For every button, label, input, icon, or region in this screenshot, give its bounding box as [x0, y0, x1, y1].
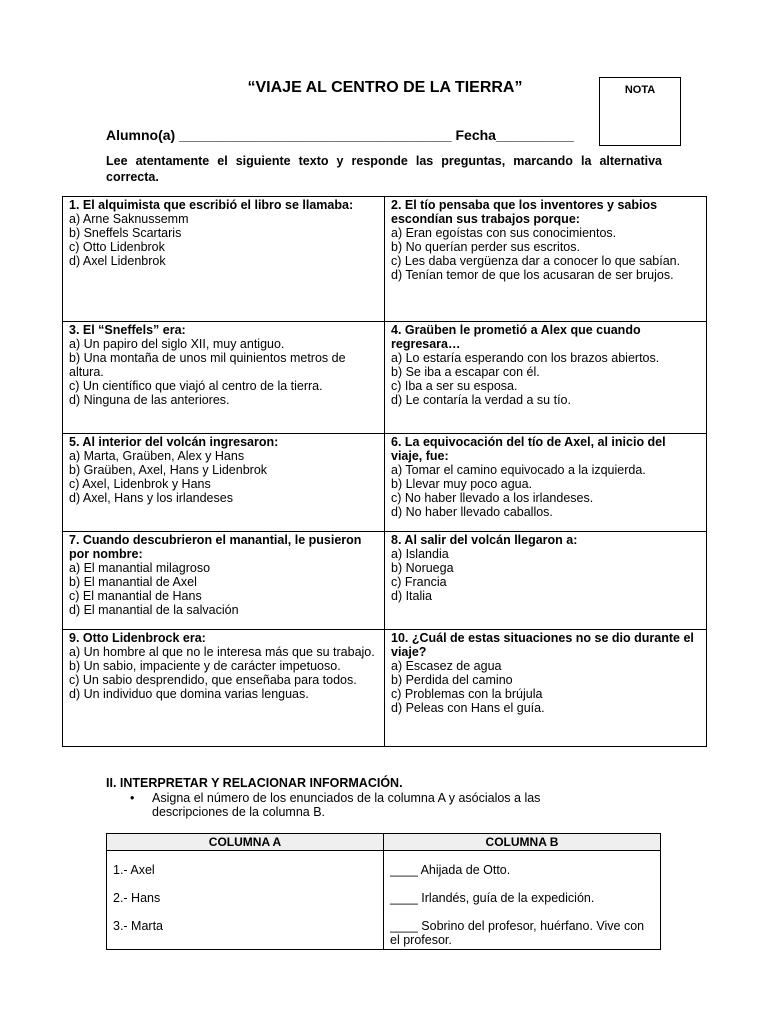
column-a-item: 2.- Hans [113, 891, 161, 905]
option: a) Islandia [391, 547, 449, 561]
option: a) Tomar el camino equivocado a la izquierda. [391, 463, 646, 477]
option: b) Llevar muy poco agua. [391, 477, 533, 491]
option: d) Le contaría la verdad a su tío. [391, 393, 571, 407]
instructions: Lee atentamente el siguiente texto y responde las preguntas, marcando la alternativa correcta. [106, 154, 662, 184]
option: c) El manantial de Hans [69, 589, 202, 603]
question-cell-6 [385, 434, 707, 532]
column-b-item: ____ Ahijada de Otto. [390, 863, 511, 877]
option: a) Lo estaría esperando con los brazos abiertos. [391, 351, 660, 365]
column-a-item: 1.- Axel [113, 863, 155, 877]
section-2-instruction [130, 791, 600, 819]
page-title: “VIAJE AL CENTRO DE LA TIERRA” [247, 79, 523, 96]
option: a) Un papiro del siglo XII, muy antiguo. [69, 337, 285, 351]
question-cell-8 [385, 532, 707, 630]
option: a) Marta, Graüben, Alex y Hans [69, 449, 245, 463]
column-a-header: COLUMNA A [107, 834, 384, 851]
option: c) Les daba vergüenza dar a conocer lo que sabían. [391, 254, 681, 268]
question-cell-5 [63, 434, 385, 532]
question-cell-10 [385, 630, 707, 747]
option: c) Iba a ser su esposa. [391, 379, 518, 393]
option: c) Axel, Lidenbrok y Hans [69, 477, 211, 491]
option: d) Italia [391, 589, 432, 603]
option: c) No haber llevado a los irlandeses. [391, 491, 594, 505]
matching-table [106, 833, 661, 950]
column-b-cell [384, 851, 661, 950]
option: d) Un individuo que domina varias lenguas. [69, 687, 309, 701]
question-text: 10. ¿Cuál de estas situaciones no se dio durante el viaje? [391, 631, 694, 659]
option: d) Tenían temor de que los acusaran de ser brujos. [391, 268, 674, 282]
instruction-text: Asigna el número de los enunciados de la columna A y asócialos a las descripciones de la columna B. [152, 791, 541, 819]
option: a) Escasez de agua [391, 659, 502, 673]
question-text: 5. Al interior del volcán ingresaron: [69, 435, 279, 449]
option: d) Axel, Hans y los irlandeses [69, 491, 233, 505]
question-cell-3 [63, 322, 385, 434]
option: b) Se iba a escapar con él. [391, 365, 540, 379]
column-a-cell [107, 851, 384, 950]
questions-table [62, 196, 707, 747]
option: d) Peleas con Hans el guía. [391, 701, 545, 715]
column-b-header: COLUMNA B [384, 834, 661, 851]
option: c) Un sabio desprendido, que enseñaba para todos. [69, 673, 357, 687]
column-a-item: 3.- Marta [113, 919, 164, 933]
question-text: 7. Cuando descubrieron el manantial, le pusieron por nombre: [69, 533, 362, 561]
question-cell-1 [63, 197, 385, 322]
option: a) Arne Saknussemm [69, 212, 189, 226]
option: d) No haber llevado caballos. [391, 505, 553, 519]
question-cell-7 [63, 532, 385, 630]
question-text: 6. La equivocación del tío de Axel, al inicio del viaje, fue: [391, 435, 666, 463]
option: c) Un científico que viajó al centro de la tierra. [69, 379, 323, 393]
question-cell-2 [385, 197, 707, 322]
option: c) Problemas con la brújula [391, 687, 543, 701]
question-text: 2. El tío pensaba que los inventores y sabios escondían sus trabajos porque: [391, 198, 658, 226]
option: d) Ninguna de las anteriores. [69, 393, 230, 407]
student-name-date-line: Alumno(a) ___________________________________ Fecha__________ [106, 127, 574, 143]
question-cell-9 [63, 630, 385, 747]
question-text: 4. Graüben le prometió a Alex que cuando regresara… [391, 323, 641, 351]
option: a) El manantial milagroso [69, 561, 211, 575]
option: b) Un sabio, impaciente y de carácter impetuoso. [69, 659, 341, 673]
column-b-item: ____ Irlandés, guía de la expedición. [390, 891, 595, 905]
option: c) Otto Lidenbrok [69, 240, 165, 254]
column-b-item: ____ Sobrino del profesor, huérfano. Vive con el profesor. [390, 919, 645, 947]
option: a) Un hombre al que no le interesa más que su trabajo. [69, 645, 375, 659]
option: b) No querían perder sus escritos. [391, 240, 580, 254]
option: b) Perdida del camino [391, 673, 513, 687]
question-text: 8. Al salir del volcán llegaron a: [391, 533, 578, 547]
question-text: 3. El “Sneffels” era: [69, 323, 186, 337]
option: b) Graüben, Axel, Hans y Lidenbrok [69, 463, 268, 477]
option: b) Una montaña de unos mil quinientos metros de altura. [69, 351, 346, 379]
option: b) El manantial de Axel [69, 575, 197, 589]
option: b) Sneffels Scartaris [69, 226, 182, 240]
option: a) Eran egoístas con sus conocimientos. [391, 226, 617, 240]
option: d) El manantial de la salvación [69, 603, 239, 617]
bullet-icon: • [130, 791, 135, 805]
question-cell-4 [385, 322, 707, 434]
section-2-title: II. INTERPRETAR Y RELACIONAR INFORMACIÓN. [106, 776, 403, 790]
option: c) Francia [391, 575, 447, 589]
option: d) Axel Lidenbrok [69, 254, 166, 268]
question-text: 1. El alquimista que escribió el libro se llamaba: [69, 198, 354, 212]
question-text: 9. Otto Lidenbrock era: [69, 631, 206, 645]
option: b) Noruega [391, 561, 454, 575]
nota-box: NOTA [599, 77, 681, 146]
